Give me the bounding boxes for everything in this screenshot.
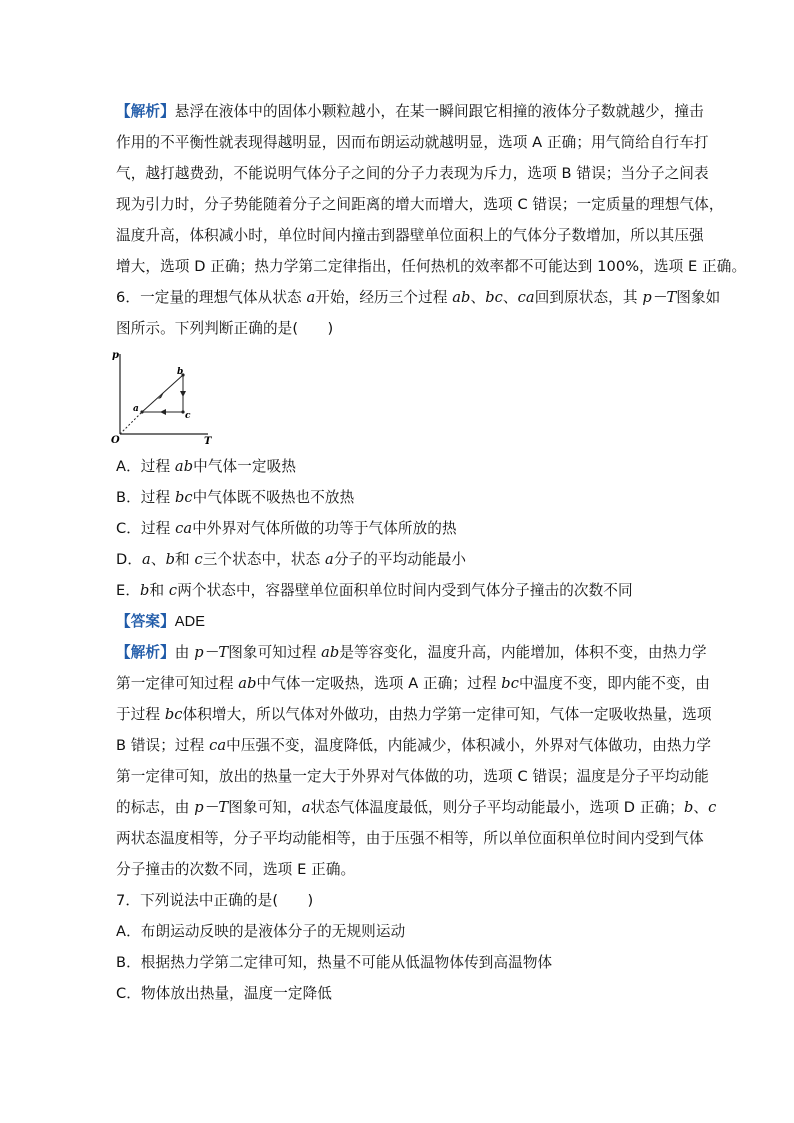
option-6a: A．过程 ab中气体一定吸热 bbox=[116, 458, 297, 475]
answer-tag: 【答案】 bbox=[116, 613, 175, 630]
dashed-extension bbox=[120, 412, 142, 434]
analysis-line-1: 【解析】悬浮在液体中的固体小颗粒越小，在某一瞬间跟它相撞的液体分子数就越少，撞击 bbox=[116, 103, 704, 120]
option-7b: B．根据热力学第二定律可知，热量不可能从低温物体传到高温物体 bbox=[116, 954, 553, 971]
answer-line bbox=[116, 612, 205, 632]
option-6c: C．过程 ca中外界对气体所做的功等于气体所放的热 bbox=[116, 520, 457, 537]
label-c: c bbox=[185, 411, 191, 421]
answer-value: ADE bbox=[174, 614, 206, 630]
process-ab bbox=[142, 375, 183, 412]
analysis2-line-3: 于过程 bc体积增大，所以气体对外做功，由热力学第一定律可知，气体一定吸收热量，选项 bbox=[116, 706, 712, 723]
label-p: p bbox=[112, 350, 119, 361]
question-6-line-1: 6．一定量的理想气体从状态 a开始，经历三个过程 ab、bc、ca回到原状态，其 p－T图象如 bbox=[116, 289, 721, 306]
arrow-bc bbox=[180, 391, 186, 397]
option-7a: A．布朗运动反映的是液体分子的无规则运动 bbox=[116, 923, 406, 940]
analysis2-line-6: 的标志，由 p－T图象可知，a状态气体温度最低，则分子平均动能最小，选项 D 正确；b、c bbox=[116, 799, 717, 816]
label-O: O bbox=[111, 435, 120, 446]
analysis2-line-7: 两状态温度相等，分子平均动能相等，由于压强不相等，所以单位面积单位时间内受到气体 bbox=[116, 830, 704, 847]
analysis2-line-1: 【解析】由 p－T图象可知过程 ab是等容变化，温度升高，内能增加，体积不变，由热力学 bbox=[116, 644, 707, 661]
label-T: T bbox=[204, 436, 212, 447]
analysis2-line-4: B 错误；过程 ca中压强不变，温度降低，内能减少，体积减小，外界对气体做功，由热力学 bbox=[116, 737, 712, 754]
analysis-line-5: 温度升高，体积减小时，单位时间内撞击到器壁单位面积上的气体分子数增加，所以其压强 bbox=[116, 227, 704, 244]
analysis-line-6: 增大，选项 D 正确；热力学第二定律指出，任何热机的效率都不可能达到 100%，选项 E 正确。 bbox=[116, 258, 747, 275]
label-a: a bbox=[133, 404, 139, 414]
analysis-line-3: 气，越打越费劲，不能说明气体分子之间的分子力表现为斥力，选项 B 错误；当分子之间表 bbox=[116, 165, 709, 182]
arrow-ca bbox=[160, 409, 166, 415]
option-6d: D．a、b和 c三个状态中，状态 a分子的平均动能最小 bbox=[116, 551, 467, 568]
point-a bbox=[140, 410, 143, 413]
question-7-stem: 7．下列说法中正确的是( ) bbox=[116, 892, 314, 909]
analysis-tag: 【解析】 bbox=[116, 103, 175, 120]
question-6-line-2: 图所示。下列判断正确的是( ) bbox=[116, 320, 334, 337]
label-b: b bbox=[177, 367, 184, 377]
option-7c: C．物体放出热量，温度一定降低 bbox=[116, 985, 333, 1002]
analysis2-line-2: 第一定律可知过程 ab中气体一定吸热，选项 A 正确；过程 bc中温度不变，即内能不变，由 bbox=[116, 675, 711, 692]
option-6b: B．过程 bc中气体既不吸热也不放热 bbox=[116, 489, 355, 506]
pt-diagram bbox=[108, 348, 218, 448]
analysis-line-4: 现为引力时，分子势能随着分子之间距离的增大而增大，选项 C 错误；一定质量的理想气体， bbox=[116, 196, 724, 213]
option-6e: E．b和 c两个状态中，容器壁单位面积单位时间内受到气体分子撞击的次数不同 bbox=[116, 582, 633, 599]
analysis2-line-5: 第一定律可知，放出的热量一定大于外界对气体做的功，选项 C 错误；温度是分子平均动能 bbox=[116, 768, 709, 785]
analysis2-line-8: 分子撞击的次数不同，选项 E 正确。 bbox=[116, 861, 356, 878]
analysis-line-2: 作用的不平衡性就表现得越明显，因而布朗运动就越明显，选项 A 正确；用气筒给自行车打 bbox=[116, 134, 709, 151]
